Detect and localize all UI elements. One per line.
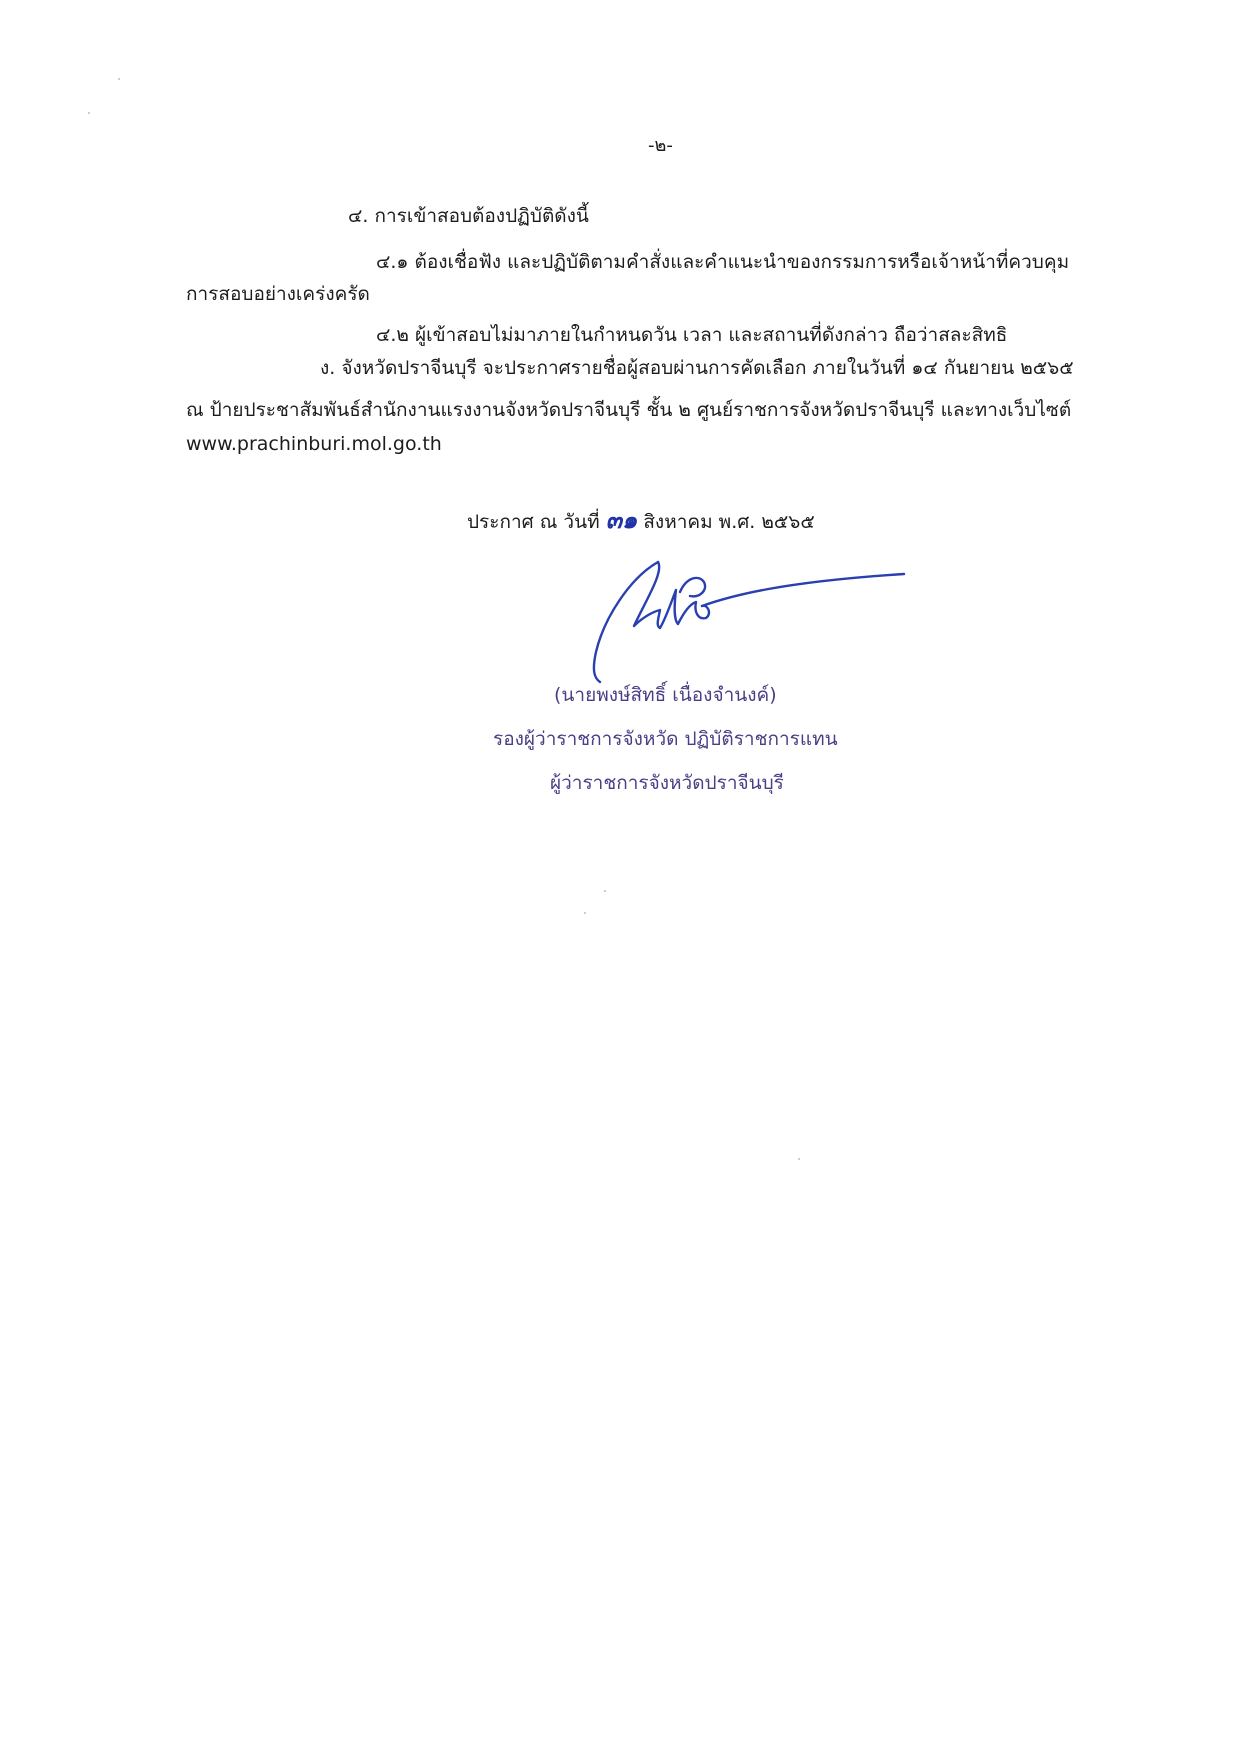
scan-speck: [118, 78, 120, 80]
page-number: -๒-: [648, 135, 673, 156]
signatory-position: รองผู้ว่าราชการจังหวัด ปฏิบัติราชการแทน: [493, 728, 838, 750]
item-4-1-line2: การสอบอย่างเคร่งครัด: [186, 283, 370, 305]
scan-speck: [798, 1158, 800, 1160]
signatory-name: (นายพงษ์สิทธิ์ เนื่องจำนงค์): [554, 684, 777, 706]
item-4-2: ๔.๒ ผู้เข้าสอบไม่มาภายในกำหนดวัน เวลา และสถานที่ดังกล่าว ถือว่าสละสิทธิ: [376, 324, 1008, 346]
signatory-governor-title: ผู้ว่าราชการจังหวัดปราจีนบุรี: [550, 772, 784, 794]
date-month-year: สิงหาคม พ.ศ. ๒๕๖๕: [643, 511, 815, 533]
scan-speck: [604, 890, 606, 892]
announcement-date: [467, 505, 815, 534]
section-4-heading: ๔. การเข้าสอบต้องปฏิบัติดังนี้: [348, 205, 589, 227]
item-4-1-line1: ๔.๑ ต้องเชื่อฟัง และปฏิบัติตามคำสั่งและคำแนะนำของกรรมการหรือเจ้าหน้าที่ควบคุม: [376, 251, 1070, 273]
section-5-line2: ณ ป้ายประชาสัมพันธ์สำนักงานแรงงานจังหวัดปราจีนบุรี ชั้น ๒ ศูนย์ราชการจังหวัดปราจีนบุรี และทางเว็บไซต์: [186, 399, 1072, 421]
scan-speck: [584, 912, 586, 914]
handwritten-signature: [580, 548, 920, 688]
website-url: www.prachinburi.mol.go.th: [186, 433, 442, 455]
date-day-handwritten: ๓๑: [605, 505, 638, 534]
date-prefix: ประกาศ ณ วันที่: [467, 511, 600, 533]
section-5-line1: ง. จังหวัดปราจีนบุรี จะประกาศรายชื่อผู้สอบผ่านการคัดเลือก ภายในวันที่ ๑๔ กันยายน ๒๕๖๕: [320, 357, 1074, 379]
scan-speck: [88, 112, 90, 114]
